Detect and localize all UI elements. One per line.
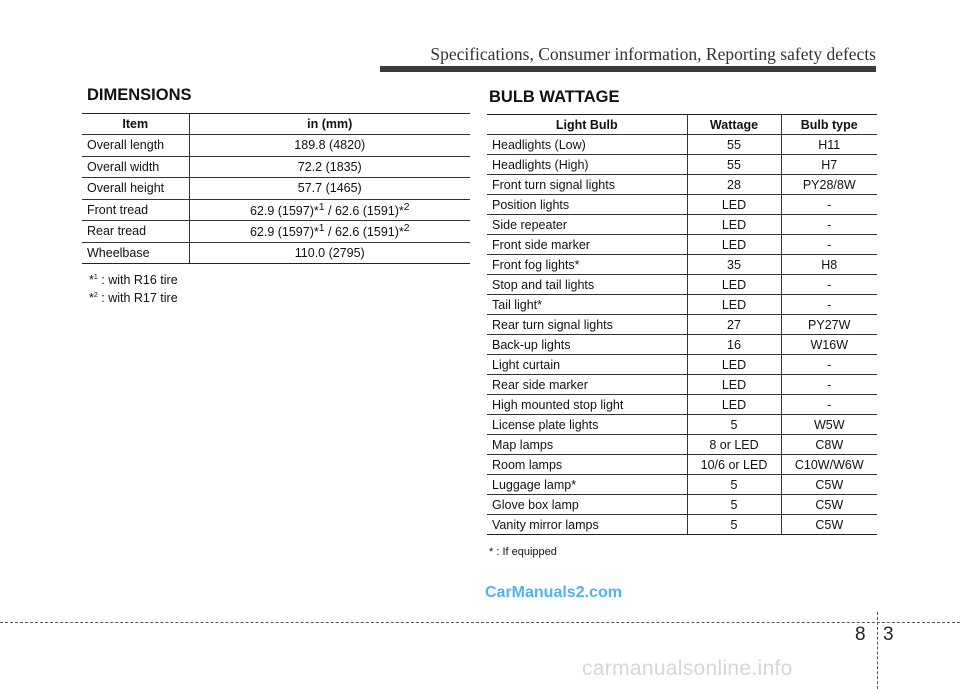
bulb-name: Rear turn signal lights <box>487 315 687 335</box>
site-watermark: carmanualsonline.info <box>582 657 793 680</box>
bulb-type: - <box>781 295 877 315</box>
bulb-type: C10W/W6W <box>781 455 877 475</box>
column-header-bulb-type: Bulb type <box>781 115 877 135</box>
bulb-name: Vanity mirror lamps <box>487 515 687 535</box>
note-mark: * <box>89 273 94 287</box>
value-part: 62.9 (1597)* <box>249 203 319 218</box>
bulb-name: Front side marker <box>487 235 687 255</box>
bulb-wattage-table <box>487 114 877 535</box>
dimension-value <box>189 221 470 243</box>
bulb-name: Light curtain <box>487 355 687 375</box>
dimension-item: Overall width <box>82 156 189 178</box>
table-row <box>487 215 877 235</box>
bulb-wattage: 55 <box>687 135 781 155</box>
bulb-wattage: LED <box>687 275 781 295</box>
bulb-wattage: LED <box>687 355 781 375</box>
equipped-footnote: * : If equipped <box>489 546 557 558</box>
table-header-row <box>487 115 877 135</box>
bulb-wattage: 16 <box>687 335 781 355</box>
bulb-name: Room lamps <box>487 455 687 475</box>
column-header-item: Item <box>82 114 189 135</box>
table-row <box>487 515 877 535</box>
table-row <box>487 195 877 215</box>
bulb-type: C5W <box>781 495 877 515</box>
bulb-name: Headlights (High) <box>487 155 687 175</box>
bulb-type: H7 <box>781 155 877 175</box>
dimension-value: 110.0 (2795) <box>189 242 470 264</box>
note-superscript: 2 <box>93 291 98 299</box>
table-row <box>82 178 470 200</box>
bulb-name: Side repeater <box>487 215 687 235</box>
note-superscript: 1 <box>93 273 98 281</box>
table-row <box>487 315 877 335</box>
footnote-marker: 1 <box>318 223 325 235</box>
bulb-name: High mounted stop light <box>487 395 687 415</box>
bulb-type: - <box>781 395 877 415</box>
table-row <box>82 199 470 221</box>
bulb-type: C5W <box>781 515 877 535</box>
bulb-type: H8 <box>781 255 877 275</box>
bulb-table-body <box>487 135 877 535</box>
bulb-type: PY28/8W <box>781 175 877 195</box>
bulb-type: - <box>781 235 877 255</box>
bulb-name: Front turn signal lights <box>487 175 687 195</box>
note-text: : with R17 tire <box>97 291 178 305</box>
table-row <box>487 395 877 415</box>
bulb-name: Position lights <box>487 195 687 215</box>
bulb-name: License plate lights <box>487 415 687 435</box>
bulb-wattage: 55 <box>687 155 781 175</box>
bulb-wattage: 5 <box>687 415 781 435</box>
footnote-r16 <box>89 273 178 287</box>
bulb-name: Tail light* <box>487 295 687 315</box>
column-header-light-bulb: Light Bulb <box>487 115 687 135</box>
bulb-type: C5W <box>781 475 877 495</box>
bulb-wattage: LED <box>687 235 781 255</box>
page-number: 3 <box>883 624 894 645</box>
bulb-type: W16W <box>781 335 877 355</box>
table-row <box>487 435 877 455</box>
table-row <box>487 255 877 275</box>
note-mark: * <box>89 291 94 305</box>
bulb-wattage: 8 or LED <box>687 435 781 455</box>
dimension-item: Front tread <box>82 199 189 221</box>
dimension-item: Wheelbase <box>82 242 189 264</box>
footnote-marker: 1 <box>318 201 325 213</box>
dimension-value <box>189 199 470 221</box>
bulb-wattage: 35 <box>687 255 781 275</box>
dimension-value: 57.7 (1465) <box>189 178 470 200</box>
bulb-name: Back-up lights <box>487 335 687 355</box>
bulb-wattage: 27 <box>687 315 781 335</box>
bulb-name: Map lamps <box>487 435 687 455</box>
dimension-value: 189.8 (4820) <box>189 135 470 157</box>
bulb-wattage: 28 <box>687 175 781 195</box>
footnote-r17 <box>89 291 178 305</box>
table-row <box>487 335 877 355</box>
table-row <box>487 235 877 255</box>
bulb-wattage: 5 <box>687 475 781 495</box>
table-header-row <box>82 114 470 135</box>
table-row <box>487 295 877 315</box>
column-header-value: in (mm) <box>189 114 470 135</box>
bulb-name: Headlights (Low) <box>487 135 687 155</box>
table-row <box>82 221 470 243</box>
bulb-wattage: LED <box>687 215 781 235</box>
value-part: / 62.6 (1591)* <box>324 203 404 218</box>
bulb-type: W5W <box>781 415 877 435</box>
table-row <box>82 242 470 264</box>
bulb-type: - <box>781 355 877 375</box>
table-row <box>487 415 877 435</box>
bulb-type: - <box>781 195 877 215</box>
footer-dashed-rule <box>0 622 960 623</box>
footnote-marker: 2 <box>403 201 410 213</box>
dimension-value: 72.2 (1835) <box>189 156 470 178</box>
bulb-type: - <box>781 375 877 395</box>
bulb-wattage: 10/6 or LED <box>687 455 781 475</box>
bulb-wattage: 5 <box>687 495 781 515</box>
table-row <box>487 475 877 495</box>
table-row <box>487 455 877 475</box>
value-part: / 62.6 (1591)* <box>324 225 404 240</box>
bulb-name: Glove box lamp <box>487 495 687 515</box>
dimensions-title: DIMENSIONS <box>87 86 192 104</box>
value-part: 62.9 (1597)* <box>249 225 319 240</box>
bulb-wattage: LED <box>687 295 781 315</box>
table-row <box>82 135 470 157</box>
note-text: : with R16 tire <box>97 273 178 287</box>
bulb-type: H11 <box>781 135 877 155</box>
watermark-text: CarManuals2.com <box>485 584 622 601</box>
table-row <box>487 495 877 515</box>
footnote-marker: 2 <box>403 223 410 235</box>
bulb-wattage: LED <box>687 395 781 415</box>
header-rule <box>380 66 876 72</box>
page-header-title: Specifications, Consumer information, Reporting safety defects <box>430 44 876 64</box>
bulb-type: - <box>781 215 877 235</box>
bulb-wattage: LED <box>687 375 781 395</box>
dimension-item: Overall height <box>82 178 189 200</box>
bulb-type: C8W <box>781 435 877 455</box>
table-row <box>487 355 877 375</box>
dimensions-table <box>82 113 470 264</box>
bulb-wattage: 5 <box>687 515 781 535</box>
bulb-name: Front fog lights* <box>487 255 687 275</box>
dimension-item: Rear tread <box>82 221 189 243</box>
table-row <box>487 375 877 395</box>
bulb-wattage: LED <box>687 195 781 215</box>
bulb-name: Luggage lamp* <box>487 475 687 495</box>
column-header-wattage: Wattage <box>687 115 781 135</box>
bulb-name: Rear side marker <box>487 375 687 395</box>
bulb-wattage-title: BULB WATTAGE <box>489 88 620 106</box>
bulb-type: - <box>781 275 877 295</box>
bulb-name: Stop and tail lights <box>487 275 687 295</box>
table-row <box>82 156 470 178</box>
dimension-item: Overall length <box>82 135 189 157</box>
table-row <box>487 175 877 195</box>
table-row <box>487 275 877 295</box>
bulb-type: PY27W <box>781 315 877 335</box>
table-row <box>487 135 877 155</box>
footer-page-divider <box>877 612 878 689</box>
table-row <box>487 155 877 175</box>
chapter-number: 8 <box>855 624 866 645</box>
